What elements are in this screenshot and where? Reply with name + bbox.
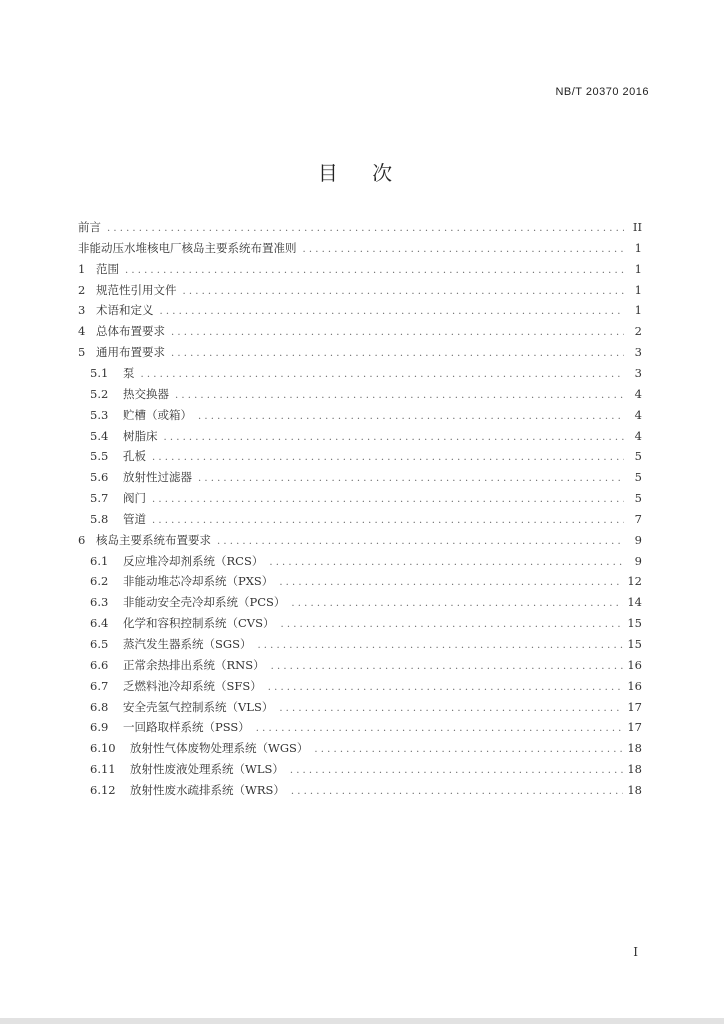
toc-entry-label: 乏燃料池冷却系统（SFS） — [123, 678, 262, 693]
toc-entry-number: 1 — [78, 261, 86, 276]
toc-entry-number: 6.4 — [90, 616, 109, 631]
toc-entry[interactable] — [90, 718, 642, 736]
dot-leader — [290, 762, 624, 780]
toc-entry-label: 贮槽（或箱） — [123, 407, 192, 422]
toc-entry-label: 阀门 — [123, 491, 146, 506]
toc-entry[interactable] — [90, 364, 642, 382]
toc-entry[interactable] — [78, 531, 642, 549]
dot-leader — [171, 324, 624, 342]
toc-entry-page: 1 — [634, 303, 642, 318]
toc-entry-number: 5.8 — [90, 511, 109, 526]
toc-entry-number: 6.8 — [90, 699, 109, 714]
dot-leader — [269, 554, 624, 572]
toc-entry-number: 2 — [78, 282, 86, 297]
toc-entry-label: 安全壳氢气控制系统（VLS） — [123, 699, 274, 714]
toc-entry-page: 3 — [634, 345, 642, 360]
toc-entry-label: 树脂床 — [123, 428, 158, 443]
toc-entry-page: 4 — [634, 386, 642, 401]
toc-entry-page: 7 — [634, 511, 642, 526]
toc-entry-label: 热交换器 — [123, 386, 169, 401]
dot-leader — [183, 283, 625, 301]
dot-leader — [152, 449, 624, 467]
toc-entry-number: 6.5 — [90, 637, 109, 651]
toc-entry-number: 6.3 — [90, 595, 109, 610]
toc-entry[interactable] — [78, 281, 642, 299]
toc-entry-label: 管道 — [123, 511, 146, 526]
toc-entry-label: 放射性废水疏排系统（WRS） — [130, 782, 285, 797]
toc-entry-label: 反应堆冷却剂系统（RCS） — [123, 553, 264, 568]
dot-leader — [198, 408, 624, 426]
standard-code: NB/T 20370 2016 — [555, 86, 649, 98]
toc-entry-number: 6.6 — [90, 657, 109, 672]
toc-entry-page: 17 — [627, 699, 642, 714]
toc-entry[interactable] — [90, 406, 642, 424]
dot-leader — [160, 303, 625, 321]
toc-entry-number: 6.1 — [90, 553, 109, 568]
dot-leader — [279, 574, 623, 592]
toc-entry-page: 1 — [634, 261, 642, 276]
toc-entry-number: 5 — [78, 345, 86, 360]
toc-entry[interactable] — [90, 385, 642, 403]
toc-entry-number: 6.2 — [90, 574, 109, 589]
toc-entry-number: 6.9 — [90, 720, 109, 735]
toc-entry-label: 正常余热排出系统（RNS） — [123, 657, 265, 672]
toc-entry-label: 范围 — [96, 261, 119, 276]
toc-entry-page: 16 — [627, 657, 642, 672]
toc-entry[interactable] — [90, 739, 642, 757]
dot-leader — [107, 220, 624, 238]
toc-entry-page: 3 — [634, 365, 642, 380]
toc-entry[interactable] — [78, 260, 642, 278]
toc-entry-page: 5 — [634, 470, 642, 485]
toc-entry[interactable] — [90, 614, 642, 632]
toc-entry-page: 12 — [627, 574, 642, 589]
dot-leader — [291, 783, 624, 801]
toc-entry-label: 非能动堆芯冷却系统（PXS） — [123, 574, 274, 589]
toc-entry[interactable] — [90, 552, 642, 570]
dot-leader — [280, 616, 623, 634]
toc-entry-number: 6.12 — [90, 782, 116, 797]
toc-entry-page: 4 — [634, 407, 642, 422]
toc-entry-number: 6.10 — [90, 741, 116, 756]
toc-entry-label: 孔板 — [123, 449, 146, 464]
toc-entry-page: 18 — [627, 782, 642, 797]
toc-entry[interactable] — [90, 427, 642, 445]
toc-entry[interactable] — [78, 322, 642, 340]
toc-entry-number: 5.1 — [90, 365, 109, 380]
toc-entry-label: 总体布置要求 — [96, 324, 165, 339]
toc-entry-page: 17 — [627, 720, 642, 735]
toc-entry-label: 蒸汽发生器系统（SGS） — [123, 637, 252, 651]
toc-entry-label: 放射性废液处理系统（WLS） — [130, 762, 284, 777]
toc-entry[interactable] — [90, 760, 642, 778]
toc-entry[interactable] — [78, 239, 642, 257]
toc-entry[interactable] — [90, 510, 642, 528]
toc-entry-number: 6 — [78, 532, 86, 547]
toc-entry[interactable] — [78, 343, 642, 361]
dot-leader — [141, 366, 625, 384]
toc-entry-label: 非能动安全壳冷却系统（PCS） — [123, 595, 286, 610]
page-title: 目 次 — [317, 161, 407, 185]
toc-entry[interactable] — [90, 572, 642, 590]
toc-entry[interactable] — [90, 635, 642, 653]
toc-entry-label: 放射性过滤器 — [123, 470, 192, 485]
toc-entry[interactable] — [90, 677, 642, 695]
dot-leader — [291, 595, 623, 613]
dot-leader — [257, 637, 623, 655]
dot-leader — [152, 512, 624, 530]
toc-entry-label: 化学和容积控制系统（CVS） — [123, 616, 275, 631]
toc-entry-number: 5.2 — [90, 386, 109, 401]
toc-entry-label: 泵 — [123, 365, 135, 380]
toc-entry-number: 3 — [78, 303, 86, 318]
toc-entry[interactable] — [78, 218, 642, 236]
toc-entry-page: 9 — [634, 532, 642, 547]
toc-entry-number: 6.7 — [90, 678, 109, 693]
toc-entry-page: 1 — [634, 282, 642, 297]
toc-entry-label: 核岛主要系统布置要求 — [96, 532, 211, 547]
toc-entry-number: 5.5 — [90, 449, 109, 464]
toc-entry-number: 5.4 — [90, 428, 109, 443]
toc-entry[interactable] — [78, 301, 642, 319]
dot-leader — [314, 741, 623, 759]
toc-entry[interactable] — [90, 468, 642, 486]
toc-entry-label: 通用布置要求 — [96, 345, 165, 360]
dot-leader — [125, 262, 624, 280]
toc-entry-number: 5.3 — [90, 407, 109, 422]
toc-entry-page: 16 — [627, 678, 642, 693]
toc-entry-page: II — [632, 220, 642, 234]
toc-entry-label: 非能动压水堆核电厂核岛主要系统布置准则 — [78, 240, 297, 255]
toc-entry-number: 4 — [78, 324, 86, 339]
toc-entry-number: 5.7 — [90, 491, 109, 506]
toc-entry-label: 放射性气体废物处理系统（WGS） — [130, 741, 309, 756]
toc-entry-label: 规范性引用文件 — [96, 282, 177, 297]
dot-leader — [198, 470, 624, 488]
toc-entry-page: 1 — [634, 240, 642, 255]
page-number: I — [633, 945, 638, 959]
toc-entry[interactable] — [90, 656, 642, 674]
toc-entry[interactable] — [90, 698, 642, 716]
toc-entry-page: 2 — [634, 324, 642, 339]
dot-leader — [271, 658, 624, 676]
toc-entry[interactable] — [90, 489, 642, 507]
toc-entry[interactable] — [90, 593, 642, 611]
toc-entry-label: 前言 — [78, 220, 101, 234]
toc-entry-page: 15 — [627, 616, 642, 631]
toc-entry[interactable] — [90, 447, 642, 465]
toc-entry-page: 15 — [627, 637, 642, 651]
toc-entry-label: 一回路取样系统（PSS） — [123, 720, 250, 735]
dot-leader — [268, 679, 624, 697]
dot-leader — [217, 533, 624, 551]
toc-entry-number: 5.6 — [90, 470, 109, 485]
toc-entry-page: 9 — [634, 553, 642, 568]
toc-entry-label: 术语和定义 — [96, 303, 154, 318]
toc-entry[interactable] — [90, 781, 642, 799]
dot-leader — [171, 345, 624, 363]
toc-entry-page: 14 — [627, 595, 642, 610]
toc-entry-number: 6.11 — [90, 762, 116, 777]
toc-entry-page: 18 — [627, 762, 642, 777]
dot-leader — [164, 429, 625, 447]
toc-entry-page: 18 — [627, 741, 642, 756]
toc-entry-page: 5 — [634, 491, 642, 506]
dot-leader — [303, 241, 625, 259]
toc-entry-page: 5 — [634, 449, 642, 464]
scan-edge — [0, 1018, 724, 1024]
dot-leader — [256, 720, 624, 738]
toc-entry-page: 4 — [634, 428, 642, 443]
dot-leader — [152, 491, 624, 509]
dot-leader — [279, 700, 623, 718]
dot-leader — [175, 387, 624, 405]
